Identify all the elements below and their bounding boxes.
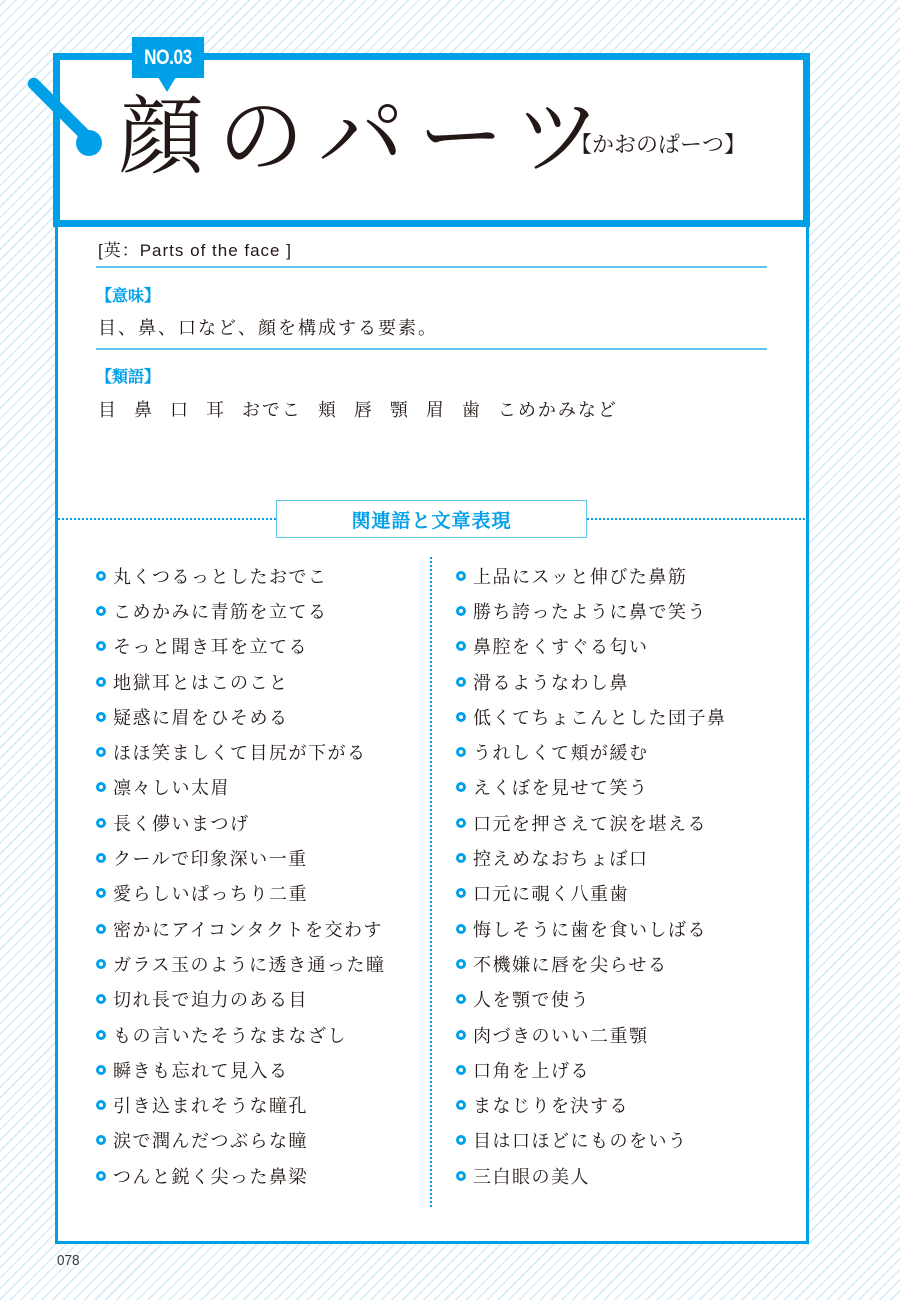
synonym-item: 唇 bbox=[353, 400, 374, 421]
list-item: 丸くつるっとしたおでこ bbox=[96, 558, 385, 593]
meaning-text: 目、鼻、口など、顔を構成する要素。 bbox=[98, 318, 438, 339]
synonym-item: 顎 bbox=[389, 400, 410, 421]
list-item: 控えめなおちょぼ口 bbox=[456, 840, 727, 875]
bullet-icon bbox=[96, 994, 106, 1004]
list-item: つんと鋭く尖った鼻梁 bbox=[96, 1158, 385, 1193]
list-item: 地獄耳とはこのこと bbox=[96, 664, 385, 699]
list-item: 疑惑に眉をひそめる bbox=[96, 699, 385, 734]
bullet-icon bbox=[96, 677, 106, 687]
phrase-list-right bbox=[456, 558, 727, 1193]
bullet-icon bbox=[96, 1171, 106, 1181]
english-translation: [英：Parts of the face ] bbox=[98, 241, 292, 260]
synonym-item: こめかみなど bbox=[497, 400, 618, 421]
bullet-icon bbox=[456, 924, 466, 934]
bullet-icon bbox=[96, 712, 106, 722]
bullet-icon bbox=[456, 853, 466, 863]
bullet-icon bbox=[456, 782, 466, 792]
list-item: 悔しそうに歯を食いしばる bbox=[456, 911, 727, 946]
page-number: 078 bbox=[57, 1252, 80, 1269]
bullet-icon bbox=[96, 747, 106, 757]
synonym-item: 頬 bbox=[317, 400, 338, 421]
list-item: えくぼを見せて笑う bbox=[456, 770, 727, 805]
list-item: クールで印象深い一重 bbox=[96, 840, 385, 875]
list-item: 人を顎で使う bbox=[456, 982, 727, 1017]
meaning-label: 【意味】 bbox=[96, 286, 161, 305]
list-item: 勝ち誇ったように鼻で笑う bbox=[456, 593, 727, 628]
list-item: もの言いたそうなまなざし bbox=[96, 1017, 385, 1052]
bullet-icon bbox=[96, 571, 106, 581]
list-item: 瞬きも忘れて見入る bbox=[96, 1052, 385, 1087]
list-item: 引き込まれそうな瞳孔 bbox=[96, 1087, 385, 1122]
list-item: 口角を上げる bbox=[456, 1052, 727, 1087]
bullet-icon bbox=[456, 1065, 466, 1075]
bullet-icon bbox=[456, 1030, 466, 1040]
bullet-icon bbox=[456, 959, 466, 969]
list-item: 長く儚いまつげ bbox=[96, 805, 385, 840]
bullet-icon bbox=[456, 677, 466, 687]
pin-dot-decoration bbox=[76, 130, 102, 156]
list-item: 不機嫌に唇を尖らせる bbox=[456, 946, 727, 981]
list-item: 鼻腔をくすぐる匂い bbox=[456, 629, 727, 664]
list-item: 切れ長で迫力のある目 bbox=[96, 982, 385, 1017]
list-item: 肉づきのいい二重顎 bbox=[456, 1017, 727, 1052]
bullet-icon bbox=[96, 782, 106, 792]
list-item: 密かにアイコンタクトを交わす bbox=[96, 911, 385, 946]
column-divider bbox=[430, 557, 432, 1207]
list-item: 口元を押さえて涙を堪える bbox=[456, 805, 727, 840]
synonym-item: 歯 bbox=[461, 400, 482, 421]
dotted-divider-left bbox=[58, 518, 276, 520]
dotted-divider-right bbox=[587, 518, 805, 520]
synonym-item: 目 bbox=[98, 400, 118, 421]
list-item: うれしくて頬が緩む bbox=[456, 734, 727, 769]
list-item: 口元に覗く八重歯 bbox=[456, 876, 727, 911]
bullet-icon bbox=[96, 924, 106, 934]
list-item: 三白眼の美人 bbox=[456, 1158, 727, 1193]
list-item: 愛らしいぱっちり二重 bbox=[96, 876, 385, 911]
list-item: 凛々しい太眉 bbox=[96, 770, 385, 805]
bullet-icon bbox=[96, 1030, 106, 1040]
bullet-icon bbox=[96, 853, 106, 863]
synonym-item: 鼻 bbox=[134, 400, 154, 421]
list-item: 低くてちょこんとした団子鼻 bbox=[456, 699, 727, 734]
entry-number-tag: NO.03 bbox=[132, 37, 204, 78]
list-item: まなじりを決する bbox=[456, 1087, 727, 1122]
list-item: ほほ笑ましくて目尻が下がる bbox=[96, 734, 385, 769]
list-item: こめかみに青筋を立てる bbox=[96, 593, 385, 628]
bullet-icon bbox=[456, 641, 466, 651]
bullet-icon bbox=[456, 818, 466, 828]
bullet-icon bbox=[456, 1135, 466, 1145]
bullet-icon bbox=[456, 1100, 466, 1110]
bullet-icon bbox=[96, 818, 106, 828]
related-section-title: 関連語と文章表現 bbox=[276, 500, 587, 538]
bullet-icon bbox=[456, 606, 466, 616]
bullet-icon bbox=[96, 1100, 106, 1110]
phrase-list-left bbox=[96, 558, 385, 1193]
bullet-icon bbox=[456, 888, 466, 898]
synonym-item: 耳 bbox=[206, 400, 226, 421]
list-item: そっと聞き耳を立てる bbox=[96, 629, 385, 664]
bullet-icon bbox=[456, 1171, 466, 1181]
list-item: 目は口ほどにものをいう bbox=[456, 1123, 727, 1158]
list-item: 上品にスッと伸びた鼻筋 bbox=[456, 558, 727, 593]
list-item: 滑るようなわし鼻 bbox=[456, 664, 727, 699]
synonyms-label: 【類語】 bbox=[96, 367, 161, 386]
divider bbox=[96, 266, 767, 268]
synonym-item: 眉 bbox=[425, 400, 446, 421]
bullet-icon bbox=[96, 606, 106, 616]
bullet-icon bbox=[96, 959, 106, 969]
bullet-icon bbox=[456, 994, 466, 1004]
synonyms-list bbox=[98, 396, 634, 422]
bullet-icon bbox=[456, 712, 466, 722]
bullet-icon bbox=[96, 1135, 106, 1145]
list-item: 涙で潤んだつぶらな瞳 bbox=[96, 1123, 385, 1158]
bullet-icon bbox=[456, 571, 466, 581]
synonym-item: 口 bbox=[170, 400, 190, 421]
bullet-icon bbox=[96, 1065, 106, 1075]
divider bbox=[96, 348, 767, 350]
entry-reading: 【かおのぱーつ】 bbox=[570, 133, 747, 158]
bullet-icon bbox=[96, 888, 106, 898]
entry-title: 顔のパーツ bbox=[118, 87, 615, 187]
list-item: ガラス玉のように透き通った瞳 bbox=[96, 946, 385, 981]
bullet-icon bbox=[456, 747, 466, 757]
bullet-icon bbox=[96, 641, 106, 651]
synonym-item: おでこ bbox=[242, 400, 302, 421]
